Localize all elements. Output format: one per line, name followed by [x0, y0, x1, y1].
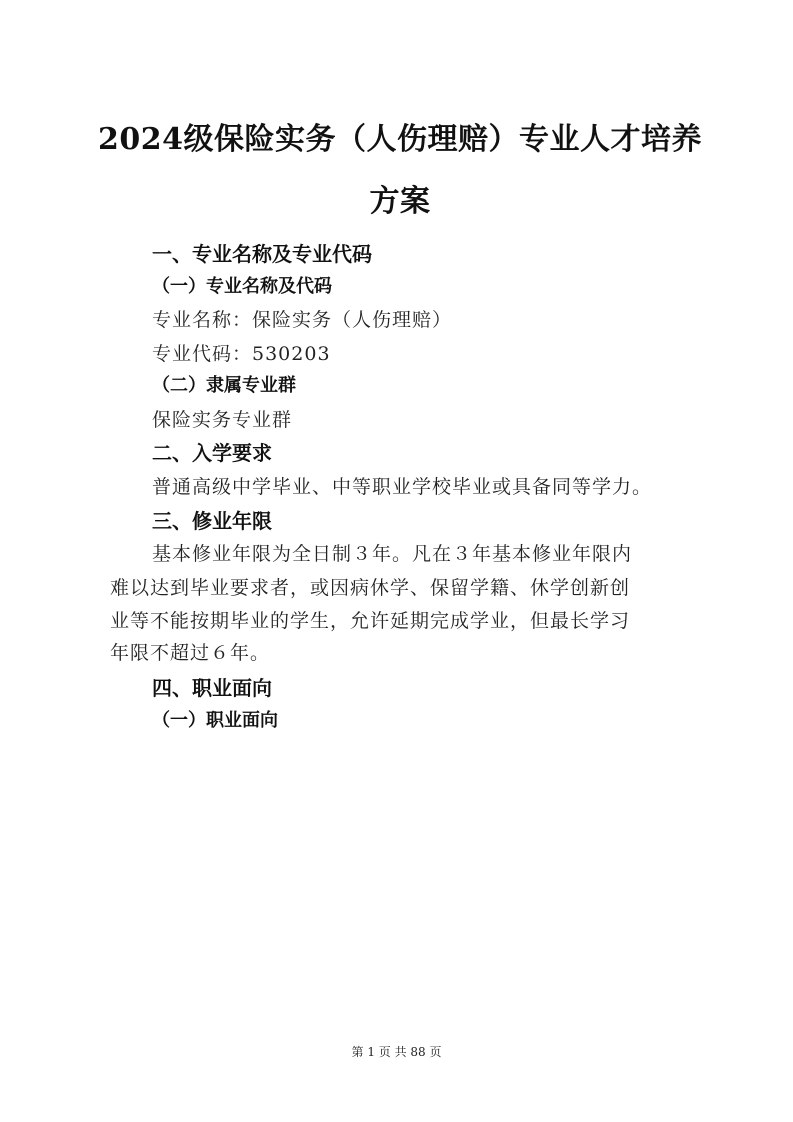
section-heading-3: 三、修业年限	[152, 509, 272, 533]
section-heading-2: 二、入学要求	[152, 441, 272, 465]
admission-requirement-text: 普通高级中学毕业、中等职业学校毕业或具备同等学力。	[152, 476, 653, 498]
subheading-4-1: （一）职业面向	[152, 710, 278, 731]
section-heading-4: 四、职业面向	[152, 676, 272, 700]
duration-text-line2: 难以达到毕业要求者，或因病休学、保留学籍、休学创新创	[110, 577, 631, 599]
page-footer: 第 1 页 共 88 页	[351, 1045, 442, 1059]
subheading-1-1: （一）专业名称及代码	[152, 276, 332, 297]
major-group-text: 保险实务专业群	[152, 409, 293, 431]
document-title-line1: 2024级保险实务（人伤理赔）专业人才培养	[98, 122, 702, 157]
major-code-text: 专业代码：530203	[152, 343, 331, 365]
major-name-text: 专业名称：保险实务（人伤理赔）	[152, 309, 453, 331]
duration-text-line1: 基本修业年限为全日制３年。凡在３年基本修业年限内	[152, 543, 633, 565]
duration-text-line3: 业等不能按期毕业的学生，允许延期完成学业，但最长学习	[110, 610, 631, 632]
document-title-line2: 方案	[369, 184, 431, 219]
duration-text-line4: 年限不超过６年。	[110, 642, 271, 664]
subheading-1-2: （二）隶属专业群	[152, 375, 296, 396]
section-heading-1: 一、专业名称及专业代码	[152, 242, 372, 266]
